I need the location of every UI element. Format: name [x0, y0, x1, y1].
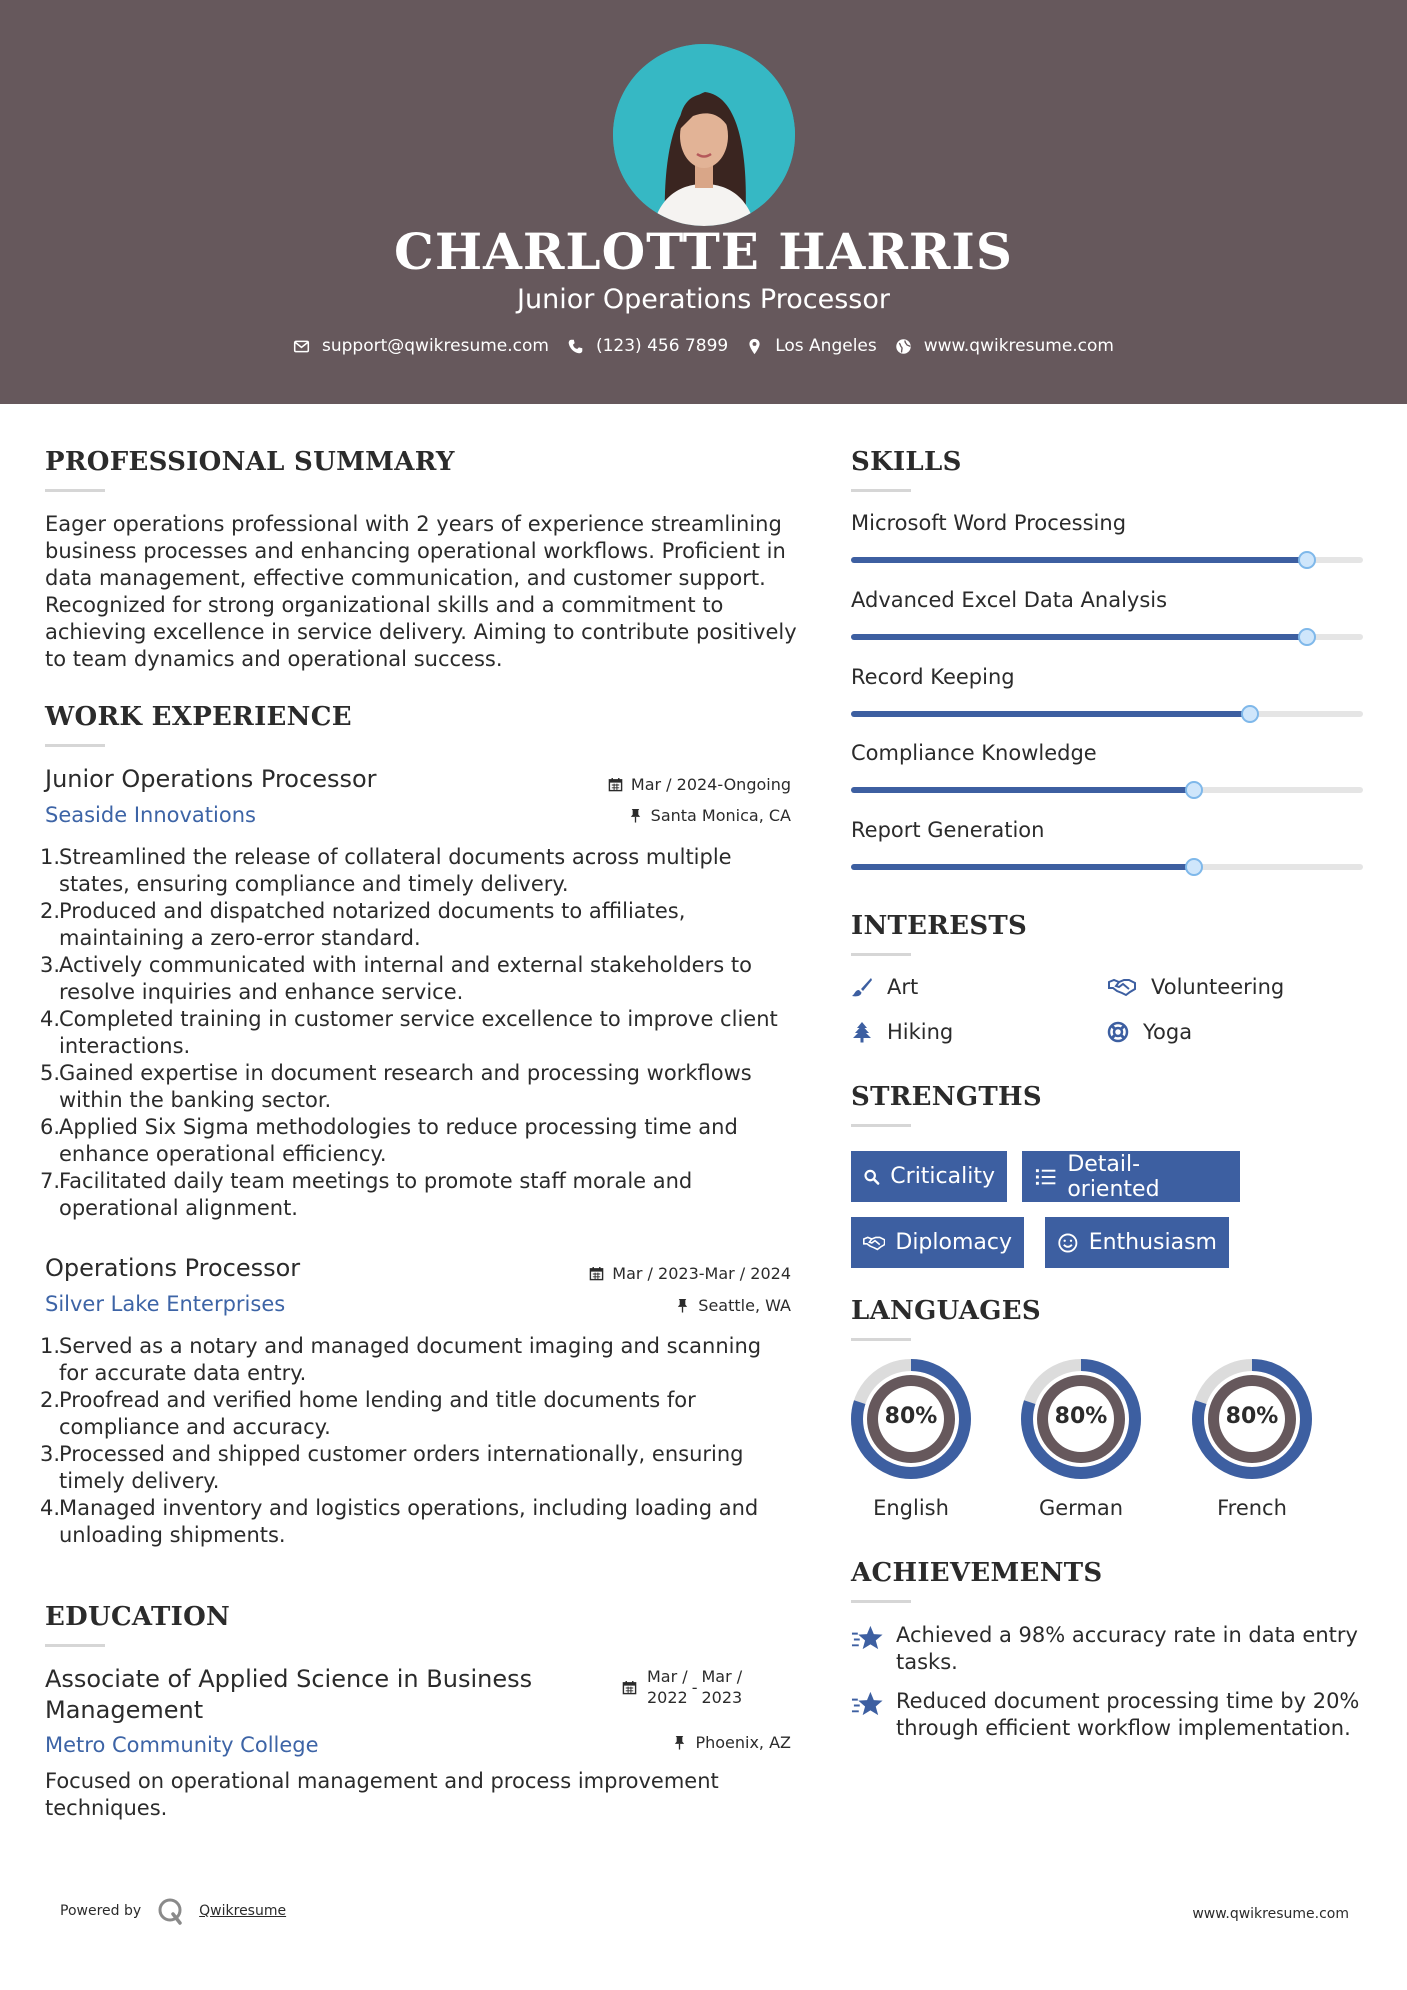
language-ring [850, 1358, 972, 1480]
education-description: Focused on operational management and process improvement techniques. [45, 1769, 719, 1820]
job-location [675, 1296, 791, 1315]
interests-heading: INTERESTS [851, 911, 1028, 941]
summary-line: business processes and enhancing operational workflows. Proficient in [45, 539, 786, 563]
lifering-icon [1107, 1021, 1129, 1043]
strength-tag [851, 1151, 1007, 1202]
job-title: Operations Processor [45, 1254, 301, 1282]
candidate-name: CHARLOTTE HARRIS [394, 222, 1013, 281]
map-pin-icon [746, 338, 763, 355]
list-item: 3. Processed and shipped customer orders internationally, ensuring timely delivery. [40, 1442, 744, 1493]
envelope-icon [293, 338, 310, 355]
summary-line: to team dynamics and operational success. [45, 647, 503, 671]
strength-label: Diplomacy [895, 1230, 1012, 1255]
education-start: Mar / 2022 [647, 1667, 688, 1707]
school-name: Metro Community College [45, 1733, 319, 1757]
languages-heading: LANGUAGES [851, 1296, 1041, 1326]
candidate-title: Junior Operations Processor [517, 284, 890, 315]
list-item: 4. Completed training in customer service excellence to improve client interactions. [40, 1007, 778, 1058]
language-name: German [1038, 1496, 1124, 1520]
education-end: Mar / 2023 [701, 1667, 743, 1707]
education-dates [622, 1666, 742, 1708]
skill-label: Advanced Excel Data Analysis [851, 588, 1168, 612]
list-icon [1034, 1165, 1057, 1189]
summary-line: data management, effective communication, and customer support. [45, 566, 766, 590]
list-item: 7. Facilitated daily team meetings to promote staff morale and operational alignment. [40, 1169, 693, 1220]
job-title: Junior Operations Processor [45, 765, 377, 793]
interests-divider [851, 953, 911, 956]
strength-label: Criticality [890, 1164, 995, 1189]
interest-item [1107, 1020, 1192, 1044]
calendar-icon [608, 777, 623, 792]
skill-fill [851, 864, 1194, 870]
list-item: 5. Gained expertise in document research and processing workflows within the banking sector. [40, 1061, 752, 1112]
skill-bar [851, 634, 1363, 640]
language-ring [1191, 1358, 1313, 1480]
footer-powered-by [60, 1896, 286, 1926]
calendar-icon [589, 1266, 604, 1281]
avatar [613, 44, 795, 226]
strengths-divider [851, 1124, 911, 1127]
summary-line: Eager operations professional with 2 years of experience streamlining [45, 512, 782, 536]
achievement-text: Reduced document processing time by 20% through efficient workflow implementation. [896, 1689, 1360, 1740]
contact-website-text: www.qwikresume.com [923, 336, 1114, 356]
list-item: 4. Managed inventory and logistics operations, including loading and unloading shipments. [40, 1496, 759, 1547]
summary-line: Recognized for strong organizational skills and a commitment to [45, 593, 724, 617]
header-banner [0, 0, 1407, 404]
interest-label: Yoga [1143, 1020, 1193, 1044]
skill-knob [1185, 781, 1203, 799]
skill-fill [851, 787, 1194, 793]
contact-website[interactable] [895, 336, 1114, 356]
interest-label: Art [887, 975, 919, 999]
qwikresume-link[interactable]: Qwikresume [199, 1903, 287, 1919]
contact-location-text: Los Angeles [775, 336, 877, 356]
skill-knob [1298, 551, 1316, 569]
interest-item [851, 975, 918, 999]
list-item: 2. Proofread and verified home lending and title documents for compliance and accuracy. [40, 1388, 696, 1439]
contact-bar [0, 336, 1407, 356]
skill-fill [851, 634, 1307, 640]
qwikresume-logo-icon [155, 1896, 185, 1926]
skills-divider [851, 489, 911, 492]
education-location [672, 1733, 791, 1752]
list-item: 2. Produced and dispatched notarized documents to affiliates, maintaining a zero-error standard. [40, 899, 686, 950]
skill-knob [1298, 628, 1316, 646]
job-bullets [40, 844, 800, 1222]
skill-knob [1241, 705, 1259, 723]
company-name: Silver Lake Enterprises [45, 1292, 286, 1316]
profile-photo [613, 44, 795, 226]
contact-phone-text: (123) 456 7899 [595, 336, 729, 356]
language-percent: 80% [884, 1404, 938, 1429]
strengths-heading: STRENGTHS [851, 1082, 1042, 1112]
achievement-item [851, 1688, 1371, 1742]
degree-title: Associate of Applied Science in Business Management [45, 1665, 533, 1724]
smile-icon [1057, 1231, 1079, 1255]
powered-by-label: Powered by [60, 1903, 142, 1919]
strength-tag [851, 1217, 1024, 1268]
achievements-divider [851, 1600, 911, 1603]
summary-heading: PROFESSIONAL SUMMARY [45, 447, 455, 477]
contact-email-text: support@qwikresume.com [322, 336, 549, 356]
company-name: Seaside Innovations [45, 803, 256, 827]
skill-fill [851, 557, 1307, 563]
skill-label: Microsoft Word Processing [851, 511, 1127, 535]
job-location [628, 806, 791, 825]
language-ring [1020, 1358, 1142, 1480]
achievements-heading: ACHIEVEMENTS [851, 1558, 1103, 1588]
education-divider [45, 1644, 105, 1647]
education-date-separator: - [691, 1677, 698, 1697]
job-dates [589, 1264, 791, 1283]
summary-line: achieving excellence in service delivery. Aiming to contribute positively [45, 620, 797, 644]
language-name: English [873, 1496, 949, 1520]
skill-label: Compliance Knowledge [851, 741, 1097, 765]
pushpin-icon [675, 1298, 690, 1313]
pushpin-icon [672, 1735, 687, 1750]
summary-text [45, 511, 805, 673]
language-name: French [1217, 1496, 1287, 1520]
tree-icon [851, 1021, 873, 1043]
skill-label: Record Keeping [851, 665, 1015, 689]
handshake-icon [863, 1231, 885, 1255]
calendar-icon [622, 1680, 637, 1695]
achievement-text: Achieved a 98% accuracy rate in data entry tasks. [896, 1623, 1358, 1674]
language-percent: 80% [1225, 1404, 1279, 1429]
summary-divider [45, 489, 105, 492]
star-icon [851, 1622, 884, 1655]
skills-heading: SKILLS [851, 447, 962, 477]
skill-bar [851, 864, 1363, 870]
languages-divider [851, 1338, 911, 1341]
interest-label: Volunteering [1151, 975, 1285, 999]
globe-icon [895, 338, 912, 355]
job-bullets [40, 1333, 800, 1549]
interest-item [1107, 975, 1284, 999]
interest-item [851, 1020, 953, 1044]
paintbrush-icon [851, 976, 873, 998]
experience-divider [45, 744, 105, 747]
education-heading: EDUCATION [45, 1602, 231, 1632]
job-dates-text: Mar / 2024-Ongoing [630, 775, 791, 794]
achievement-item [851, 1622, 1371, 1676]
strength-tag [1022, 1151, 1240, 1202]
strength-label: Enthusiasm [1088, 1230, 1217, 1255]
skill-fill [851, 711, 1250, 717]
job-location-text: Santa Monica, CA [650, 806, 791, 825]
job-dates [608, 775, 791, 794]
strength-tag [1045, 1217, 1229, 1268]
language-percent: 80% [1054, 1404, 1108, 1429]
list-item: 6. Applied Six Sigma methodologies to reduce processing time and enhance operational efficiency. [40, 1115, 738, 1166]
skill-label: Report Generation [851, 818, 1045, 842]
skill-knob [1185, 858, 1203, 876]
contact-phone[interactable] [567, 336, 728, 356]
handshake-icon [1107, 976, 1137, 998]
job-location-text: Seattle, WA [698, 1296, 791, 1315]
footer-website[interactable]: www.qwikresume.com [1192, 1906, 1349, 1922]
education-location-text: Phoenix, AZ [695, 1733, 791, 1752]
list-item: 1. Served as a notary and managed document imaging and scanning for accurate data entry. [40, 1334, 762, 1385]
skill-bar [851, 711, 1363, 717]
job-dates-text: Mar / 2023-Mar / 2024 [612, 1264, 791, 1283]
contact-email[interactable] [293, 336, 549, 356]
skill-bar [851, 557, 1363, 563]
experience-heading: WORK EXPERIENCE [45, 702, 352, 732]
phone-icon [567, 338, 584, 355]
interest-label: Hiking [887, 1020, 954, 1044]
search-icon [863, 1165, 880, 1189]
strength-label: Detail-oriented [1067, 1151, 1160, 1202]
list-item: 3. Actively communicated with internal and external stakeholders to resolve inquiries and enhance service. [40, 953, 752, 1004]
pushpin-icon [628, 808, 643, 823]
star-icon [851, 1688, 884, 1721]
skill-bar [851, 787, 1363, 793]
list-item: 1. Streamlined the release of collateral documents across multiple states, ensuring compliance and timely delivery. [40, 845, 732, 896]
contact-location [746, 336, 877, 356]
